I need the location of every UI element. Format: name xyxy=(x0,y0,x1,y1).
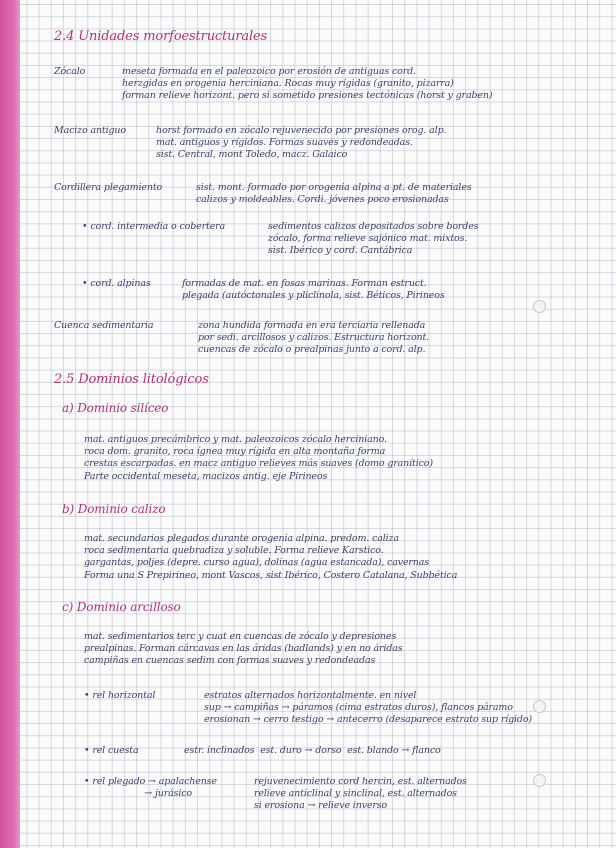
term-definition: horst formado en zócalo rejuvenecido por presiones orog. alp. mat. antiguos y rígidos. Formas suaves y redondeadas. sist. Central, mont Toledo, macz. Galaico xyxy=(156,125,447,161)
section-title: 2.4 Unidades morfoestructurales xyxy=(54,29,268,44)
relief-type-text: estratos alternados horizontalmente. en nivel sup → campiñas → páramos (cima estratos duros), flancos páramo erosionan → cerro testigo → antecerro (desaparece estrato sup rígido) xyxy=(204,690,532,726)
term-definition: sedimentos calizos depositados sobre bordes zócalo, forma relieve sajónico mat. mixtos. sist. Ibérico y cord. Cantábrica xyxy=(268,221,479,257)
subsection-text: mat. sedimentarios terc y cuat en cuencas de zócalo y depresiones prealpinas. Forman cárcavas en las áridas (badlands) y en no áridas campiñas en cuencas sedim con formas suaves y redondeadas xyxy=(84,631,403,667)
term-definition: meseta formada en el paleozoico por erosión de antiguas cord. herzgidas en orogenia herciniana. Rocas muy rígidas (granito, pizarra) forman relieve horizont. pero si sometido presiones tectónicas (horst y graben) xyxy=(122,66,493,102)
term-definition: zona hundida formada en era terciaria rellenada por sedi. arcillosos y calizos. Estructura horizont. cuencas de zócalo o prealpinas junto a cord. alp. xyxy=(198,320,430,356)
punch-hole xyxy=(533,700,546,713)
term-label: Cuenca sedimentaria xyxy=(54,320,154,331)
term-label: Cordillera plegamiento xyxy=(54,182,163,193)
term-label: Macizo antiguo xyxy=(54,125,126,136)
relief-type-label: • rel horizontal xyxy=(84,690,156,701)
punch-hole xyxy=(533,300,546,313)
relief-type-text: rejuvenecimiento cord hercin, est. alternados relieve anticlinal y sinclinal, est. alternados si erosiona → relieve inverso xyxy=(254,776,467,812)
subsection-title: a) Dominio silíceo xyxy=(62,401,169,415)
subsection-text: mat. antiguos precámbrico y mat. paleozoicos zócalo herciniano. roca dom. granito, roca ígnea muy rígida en alta montaña forma crestas escarpadas. en macz antiguo relieves más suaves (domo granítico) Parte occidental meseta, macizos antig. eje Pirineos xyxy=(84,434,433,482)
term-label: • cord. intermedia o cobertera xyxy=(82,221,226,232)
section-title: 2.5 Dominios litológicos xyxy=(54,372,209,387)
term-definition: formadas de mat. en fosas marinas. Forman estruct. plegada (autóctonales y pliclinola, sist. Béticos, Pirineos xyxy=(182,278,445,302)
relief-type-label: • rel cuesta xyxy=(84,745,139,756)
subsection-title: c) Dominio arcilloso xyxy=(62,600,181,614)
page-margin-strip xyxy=(0,0,20,848)
relief-type-text: estr. inclinados est. duro → dorso est. blando → flanco xyxy=(184,745,441,756)
subsection-text: mat. secundarios plegados durante orogenia alpina. predom. caliza roca sedimentaria quebradiza y soluble. Forma relieve Karstico. gargantas, poljes (depre. curso agua), dolinas (agua estancada), cavernas Forma una S Prepirineo, mont Vascos, sist Ibérico, Costero Catalana, Subbética xyxy=(84,533,458,581)
term-label: • cord. alpinas xyxy=(82,278,151,289)
subsection-title: b) Dominio calizo xyxy=(62,502,166,516)
term-label: Zócalo xyxy=(54,66,86,77)
term-definition: sist. mont. formado por orogenia alpina a pt. de materiales calizos y moldeables. Cordi. jóvenes poco erosionadas xyxy=(196,182,472,206)
punch-hole xyxy=(533,774,546,787)
relief-type-label: • rel plegado → apalachense → jurásico xyxy=(84,776,217,800)
